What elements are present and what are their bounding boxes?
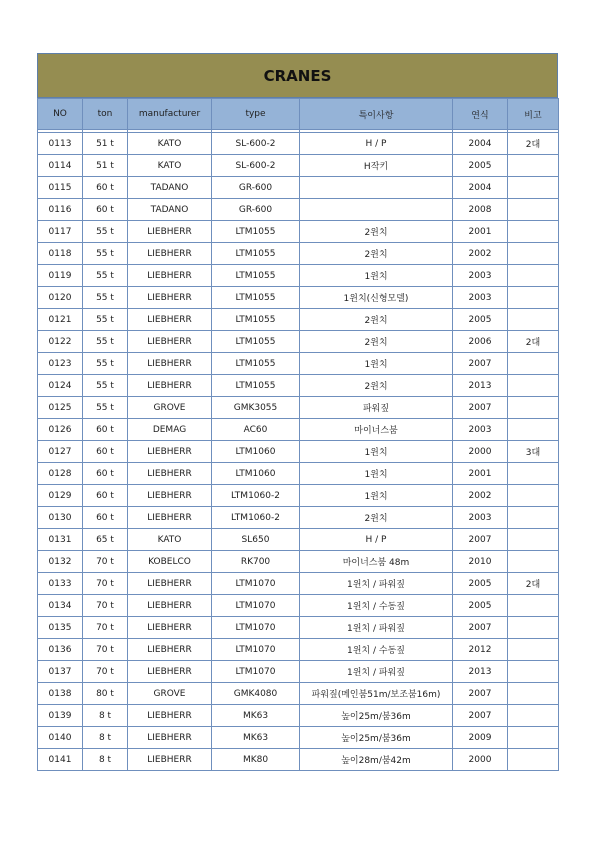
cell-manufacturer: KATO xyxy=(128,133,212,155)
header-manufacturer: manufacturer xyxy=(128,99,212,130)
cell-remarks xyxy=(508,221,559,243)
cell-ton: 55 t xyxy=(83,353,128,375)
cell-ton: 70 t xyxy=(83,661,128,683)
cell-notes: 1윈치(신형모델) xyxy=(300,287,453,309)
cell-year: 2001 xyxy=(453,221,508,243)
cell-remarks xyxy=(508,155,559,177)
table-row xyxy=(38,133,559,155)
cell-ton: 55 t xyxy=(83,243,128,265)
cell-no: 0131 xyxy=(38,529,83,551)
cell-no: 0134 xyxy=(38,595,83,617)
cell-remarks: 3대 xyxy=(508,441,559,463)
cell-type: LTM1070 xyxy=(212,617,300,639)
cell-manufacturer: TADANO xyxy=(128,199,212,221)
cell-type: LTM1055 xyxy=(212,375,300,397)
table-row xyxy=(38,507,559,529)
cell-type: LTM1060-2 xyxy=(212,485,300,507)
cell-remarks xyxy=(508,639,559,661)
table-row xyxy=(38,243,559,265)
cell-no: 0141 xyxy=(38,749,83,771)
cell-remarks xyxy=(508,705,559,727)
cell-remarks xyxy=(508,595,559,617)
cell-type: GMK3055 xyxy=(212,397,300,419)
header-ton: ton xyxy=(83,99,128,130)
cell-ton: 55 t xyxy=(83,331,128,353)
cell-type: RK700 xyxy=(212,551,300,573)
cell-notes xyxy=(300,199,453,221)
cell-remarks xyxy=(508,353,559,375)
cell-year: 2003 xyxy=(453,287,508,309)
cell-notes: 파워짚(메인붐51m/보조붐16m) xyxy=(300,683,453,705)
cell-manufacturer: LIEBHERR xyxy=(128,661,212,683)
cell-ton: 60 t xyxy=(83,507,128,529)
cell-notes: H / P xyxy=(300,133,453,155)
cell-manufacturer: LIEBHERR xyxy=(128,727,212,749)
cell-no: 0122 xyxy=(38,331,83,353)
table-row xyxy=(38,177,559,199)
table-row xyxy=(38,573,559,595)
cell-no: 0121 xyxy=(38,309,83,331)
cell-notes: 2윈치 xyxy=(300,243,453,265)
cell-notes: 2윈치 xyxy=(300,309,453,331)
cell-manufacturer: LIEBHERR xyxy=(128,287,212,309)
cell-ton: 51 t xyxy=(83,133,128,155)
cell-notes: 마이너스붐 xyxy=(300,419,453,441)
cell-year: 2007 xyxy=(453,683,508,705)
cell-no: 0116 xyxy=(38,199,83,221)
cell-no: 0117 xyxy=(38,221,83,243)
table-row xyxy=(38,661,559,683)
table-row xyxy=(38,287,559,309)
cell-type: LTM1055 xyxy=(212,353,300,375)
cell-manufacturer: LIEBHERR xyxy=(128,463,212,485)
cell-no: 0119 xyxy=(38,265,83,287)
cell-no: 0115 xyxy=(38,177,83,199)
table-row xyxy=(38,683,559,705)
cell-manufacturer: TADANO xyxy=(128,177,212,199)
cell-no: 0120 xyxy=(38,287,83,309)
cell-ton: 60 t xyxy=(83,463,128,485)
cell-manufacturer: LIEBHERR xyxy=(128,705,212,727)
cell-type: LTM1055 xyxy=(212,331,300,353)
table-row xyxy=(38,155,559,177)
table-row xyxy=(38,353,559,375)
cell-notes: 2윈치 xyxy=(300,331,453,353)
cell-year: 2002 xyxy=(453,485,508,507)
header-notes: 특이사항 xyxy=(300,99,453,130)
cell-year: 2008 xyxy=(453,199,508,221)
cell-year: 2007 xyxy=(453,705,508,727)
cell-year: 2007 xyxy=(453,617,508,639)
cell-notes: 1윈치 xyxy=(300,441,453,463)
table-row xyxy=(38,529,559,551)
cell-notes: H / P xyxy=(300,529,453,551)
cell-notes: 1윈치 xyxy=(300,353,453,375)
cell-type: GMK4080 xyxy=(212,683,300,705)
cell-type: LTM1070 xyxy=(212,661,300,683)
cell-remarks xyxy=(508,727,559,749)
cell-notes: 1윈치 xyxy=(300,485,453,507)
cell-notes: 1윈치 / 수동짚 xyxy=(300,595,453,617)
cell-year: 2005 xyxy=(453,595,508,617)
cell-type: LTM1055 xyxy=(212,243,300,265)
cell-no: 0128 xyxy=(38,463,83,485)
cell-no: 0137 xyxy=(38,661,83,683)
cell-remarks xyxy=(508,375,559,397)
crane-table xyxy=(37,98,559,771)
cell-notes: 마이너스붐 48m xyxy=(300,551,453,573)
cell-year: 2000 xyxy=(453,749,508,771)
cell-year: 2001 xyxy=(453,463,508,485)
cell-no: 0125 xyxy=(38,397,83,419)
cell-ton: 55 t xyxy=(83,375,128,397)
cell-no: 0123 xyxy=(38,353,83,375)
cell-no: 0140 xyxy=(38,727,83,749)
cell-notes: 1윈치 xyxy=(300,265,453,287)
cell-remarks xyxy=(508,309,559,331)
cell-remarks xyxy=(508,683,559,705)
cell-manufacturer: GROVE xyxy=(128,397,212,419)
cell-manufacturer: LIEBHERR xyxy=(128,221,212,243)
cell-type: LTM1055 xyxy=(212,309,300,331)
cell-ton: 55 t xyxy=(83,221,128,243)
table-row xyxy=(38,309,559,331)
cell-no: 0135 xyxy=(38,617,83,639)
cell-type: LTM1055 xyxy=(212,265,300,287)
cell-remarks xyxy=(508,287,559,309)
cell-remarks xyxy=(508,661,559,683)
cell-ton: 51 t xyxy=(83,155,128,177)
cell-type: LTM1060 xyxy=(212,463,300,485)
cell-remarks xyxy=(508,617,559,639)
cell-year: 2002 xyxy=(453,243,508,265)
table-row xyxy=(38,331,559,353)
cell-type: GR-600 xyxy=(212,177,300,199)
table-row xyxy=(38,463,559,485)
cell-ton: 70 t xyxy=(83,639,128,661)
cell-type: LTM1060 xyxy=(212,441,300,463)
cell-manufacturer: LIEBHERR xyxy=(128,375,212,397)
cell-remarks: 2대 xyxy=(508,573,559,595)
cell-no: 0133 xyxy=(38,573,83,595)
cell-manufacturer: LIEBHERR xyxy=(128,573,212,595)
cell-remarks xyxy=(508,199,559,221)
cell-manufacturer: KOBELCO xyxy=(128,551,212,573)
header-year: 연식 xyxy=(453,99,508,130)
cell-manufacturer: LIEBHERR xyxy=(128,243,212,265)
cell-year: 2007 xyxy=(453,397,508,419)
cell-notes: 1윈치 / 파워짚 xyxy=(300,617,453,639)
cell-remarks xyxy=(508,177,559,199)
cell-ton: 60 t xyxy=(83,199,128,221)
cell-manufacturer: DEMAG xyxy=(128,419,212,441)
table-row xyxy=(38,727,559,749)
table-row xyxy=(38,595,559,617)
cell-year: 2005 xyxy=(453,309,508,331)
cell-ton: 70 t xyxy=(83,573,128,595)
cell-year: 2006 xyxy=(453,331,508,353)
cell-ton: 60 t xyxy=(83,419,128,441)
cell-ton: 60 t xyxy=(83,441,128,463)
cell-remarks xyxy=(508,265,559,287)
cell-no: 0113 xyxy=(38,133,83,155)
cell-type: GR-600 xyxy=(212,199,300,221)
cell-notes: 1윈치 xyxy=(300,463,453,485)
cell-manufacturer: GROVE xyxy=(128,683,212,705)
cell-manufacturer: LIEBHERR xyxy=(128,265,212,287)
cell-manufacturer: LIEBHERR xyxy=(128,331,212,353)
cell-type: LTM1070 xyxy=(212,595,300,617)
cell-ton: 65 t xyxy=(83,529,128,551)
cell-type: LTM1070 xyxy=(212,573,300,595)
cell-remarks xyxy=(508,419,559,441)
table-row xyxy=(38,375,559,397)
cell-ton: 60 t xyxy=(83,177,128,199)
cell-notes: 1윈치 / 파워짚 xyxy=(300,573,453,595)
cell-type: SL-600-2 xyxy=(212,155,300,177)
table-row xyxy=(38,749,559,771)
cell-year: 2000 xyxy=(453,441,508,463)
cell-type: LTM1070 xyxy=(212,639,300,661)
cell-manufacturer: LIEBHERR xyxy=(128,617,212,639)
table-row xyxy=(38,441,559,463)
table-row xyxy=(38,265,559,287)
table-row xyxy=(38,221,559,243)
cell-notes: 1윈치 / 수동짚 xyxy=(300,639,453,661)
table-body xyxy=(38,130,559,771)
cell-no: 0118 xyxy=(38,243,83,265)
cell-notes: 1윈치 / 파워짚 xyxy=(300,661,453,683)
cell-no: 0127 xyxy=(38,441,83,463)
cell-year: 2003 xyxy=(453,507,508,529)
cell-no: 0138 xyxy=(38,683,83,705)
cell-notes: 2윈치 xyxy=(300,375,453,397)
cell-manufacturer: KATO xyxy=(128,529,212,551)
cell-type: LTM1055 xyxy=(212,221,300,243)
cell-remarks: 2대 xyxy=(508,133,559,155)
cell-ton: 55 t xyxy=(83,397,128,419)
header-type: type xyxy=(212,99,300,130)
table-row xyxy=(38,485,559,507)
cell-no: 0114 xyxy=(38,155,83,177)
cell-notes: 파워짚 xyxy=(300,397,453,419)
cell-type: AC60 xyxy=(212,419,300,441)
cell-year: 2005 xyxy=(453,155,508,177)
cell-remarks xyxy=(508,243,559,265)
cell-year: 2012 xyxy=(453,639,508,661)
cell-ton: 60 t xyxy=(83,485,128,507)
cell-ton: 8 t xyxy=(83,705,128,727)
cell-notes xyxy=(300,177,453,199)
cell-ton: 55 t xyxy=(83,287,128,309)
cell-notes: 높이28m/붐42m xyxy=(300,749,453,771)
cell-no: 0130 xyxy=(38,507,83,529)
cell-notes: 2윈치 xyxy=(300,221,453,243)
cell-manufacturer: LIEBHERR xyxy=(128,595,212,617)
cell-ton: 70 t xyxy=(83,551,128,573)
table-row xyxy=(38,551,559,573)
cell-notes: 높이25m/붐36m xyxy=(300,727,453,749)
cell-manufacturer: LIEBHERR xyxy=(128,441,212,463)
cell-type: MK63 xyxy=(212,727,300,749)
cell-year: 2007 xyxy=(453,529,508,551)
table-row xyxy=(38,419,559,441)
cell-notes: H작키 xyxy=(300,155,453,177)
cell-ton: 80 t xyxy=(83,683,128,705)
table-title: CRANES xyxy=(37,53,558,98)
cell-type: MK63 xyxy=(212,705,300,727)
cell-no: 0139 xyxy=(38,705,83,727)
cell-ton: 8 t xyxy=(83,727,128,749)
table-row xyxy=(38,617,559,639)
cell-year: 2010 xyxy=(453,551,508,573)
cell-manufacturer: LIEBHERR xyxy=(128,507,212,529)
cell-remarks xyxy=(508,507,559,529)
cell-remarks xyxy=(508,551,559,573)
cell-ton: 55 t xyxy=(83,265,128,287)
cell-year: 2004 xyxy=(453,133,508,155)
cell-type: LTM1055 xyxy=(212,287,300,309)
crane-table-sheet xyxy=(37,53,558,771)
cell-manufacturer: KATO xyxy=(128,155,212,177)
cell-year: 2003 xyxy=(453,265,508,287)
cell-no: 0124 xyxy=(38,375,83,397)
cell-no: 0132 xyxy=(38,551,83,573)
cell-type: MK80 xyxy=(212,749,300,771)
table-row xyxy=(38,199,559,221)
cell-no: 0126 xyxy=(38,419,83,441)
cell-manufacturer: LIEBHERR xyxy=(128,309,212,331)
cell-ton: 8 t xyxy=(83,749,128,771)
cell-remarks xyxy=(508,397,559,419)
cell-ton: 55 t xyxy=(83,309,128,331)
cell-year: 2005 xyxy=(453,573,508,595)
cell-type: LTM1060-2 xyxy=(212,507,300,529)
cell-ton: 70 t xyxy=(83,595,128,617)
cell-no: 0129 xyxy=(38,485,83,507)
table-row xyxy=(38,397,559,419)
header-no: NO xyxy=(38,99,83,130)
header-remarks: 비고 xyxy=(508,99,559,130)
header-row xyxy=(38,99,559,130)
cell-notes: 높이25m/붐36m xyxy=(300,705,453,727)
cell-manufacturer: LIEBHERR xyxy=(128,749,212,771)
cell-remarks xyxy=(508,749,559,771)
cell-year: 2004 xyxy=(453,177,508,199)
cell-remarks xyxy=(508,529,559,551)
table-row xyxy=(38,639,559,661)
cell-year: 2009 xyxy=(453,727,508,749)
cell-year: 2007 xyxy=(453,353,508,375)
cell-manufacturer: LIEBHERR xyxy=(128,639,212,661)
cell-ton: 70 t xyxy=(83,617,128,639)
cell-manufacturer: LIEBHERR xyxy=(128,353,212,375)
cell-year: 2003 xyxy=(453,419,508,441)
cell-no: 0136 xyxy=(38,639,83,661)
table-row xyxy=(38,705,559,727)
cell-notes: 2윈치 xyxy=(300,507,453,529)
cell-type: SL-600-2 xyxy=(212,133,300,155)
cell-type: SL650 xyxy=(212,529,300,551)
cell-remarks: 2대 xyxy=(508,331,559,353)
cell-manufacturer: LIEBHERR xyxy=(128,485,212,507)
cell-remarks xyxy=(508,485,559,507)
cell-year: 2013 xyxy=(453,661,508,683)
cell-remarks xyxy=(508,463,559,485)
cell-year: 2013 xyxy=(453,375,508,397)
